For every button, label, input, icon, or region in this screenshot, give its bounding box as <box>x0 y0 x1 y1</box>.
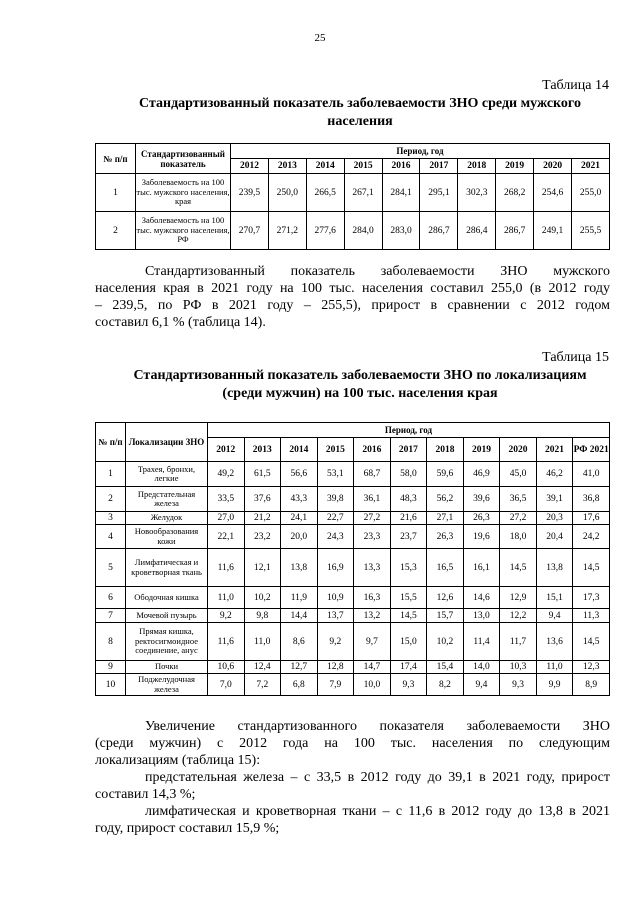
table14-year-header: 2019 <box>496 159 534 174</box>
table15-cell: 6,8 <box>281 674 318 696</box>
table15-cell: 7,2 <box>244 674 281 696</box>
table15-row-number: 7 <box>96 609 126 623</box>
table15-cell: 17,3 <box>573 587 610 609</box>
table15-title-line1: Стандартизованный показатель заболеваемости ЗНО по локализациям <box>133 368 587 383</box>
table15-cell: 20,0 <box>281 525 318 549</box>
table14-cell: 239,5 <box>231 174 269 212</box>
table15-cell: 21,2 <box>244 512 281 525</box>
table14-cell: 255,5 <box>572 212 610 250</box>
table15-row-name: Поджелудочная железа <box>126 674 208 696</box>
table15-cell: 9,9 <box>536 674 573 696</box>
table15-year-header: 2021 <box>536 438 573 462</box>
table15-row-number: 10 <box>96 674 126 696</box>
table15-cell: 20,4 <box>536 525 573 549</box>
paragraph-1 <box>95 263 610 331</box>
table14-cell: 295,1 <box>420 174 458 212</box>
table15-cell: 39,6 <box>463 487 500 512</box>
table14-year-header: 2017 <box>420 159 458 174</box>
table15-cell: 46,2 <box>536 462 573 487</box>
table15-cell: 24,1 <box>281 512 318 525</box>
paragraph-1-line: составил 6,1 % (таблица 14). <box>95 315 266 330</box>
table15-year-header: 2018 <box>427 438 464 462</box>
table14-row-number: 1 <box>96 174 136 212</box>
table15-cell: 14,5 <box>573 623 610 661</box>
table15-label: Таблица 15 <box>542 350 609 365</box>
table14-year-header: 2014 <box>306 159 344 174</box>
table15-cell: 15,0 <box>390 623 427 661</box>
table14-title <box>80 95 640 131</box>
table15-row-number: 4 <box>96 525 126 549</box>
table15-cell: 12,3 <box>573 661 610 674</box>
table14-cell: 284,0 <box>344 212 382 250</box>
table15-row <box>96 674 610 696</box>
table15-cell: 7,9 <box>317 674 354 696</box>
table15-cell: 11,7 <box>500 623 537 661</box>
table14-cell: 266,5 <box>306 174 344 212</box>
table15-cell: 11,0 <box>244 623 281 661</box>
table15-cell: 23,2 <box>244 525 281 549</box>
table15-row-number: 3 <box>96 512 126 525</box>
table15-row-number: 8 <box>96 623 126 661</box>
table15-cell: 11,0 <box>208 587 245 609</box>
table15-cell: 10,2 <box>244 587 281 609</box>
table15-cell: 21,6 <box>390 512 427 525</box>
table15-cell: 12,2 <box>500 609 537 623</box>
table15-cell: 53,1 <box>317 462 354 487</box>
table15-row-name: Предстательная железа <box>126 487 208 512</box>
table15-cell: 8,6 <box>281 623 318 661</box>
paragraph-2-line: локализациям (таблица 15): <box>95 753 261 768</box>
table15-year-header: РФ 2021 <box>573 438 610 462</box>
table15-row-name: Ободочная кишка <box>126 587 208 609</box>
table15-cell: 9,2 <box>317 623 354 661</box>
table14-cell: 283,0 <box>382 212 420 250</box>
table14-col-name-header: Стандартизованный показатель <box>136 144 231 174</box>
table15-cell: 26,3 <box>463 512 500 525</box>
table15-cell: 13,2 <box>354 609 391 623</box>
table15-cell: 27,2 <box>354 512 391 525</box>
table15-cell: 23,7 <box>390 525 427 549</box>
table15-cell: 48,3 <box>390 487 427 512</box>
table15-cell: 36,1 <box>354 487 391 512</box>
paragraph-2-line: лимфатическая и кроветворная ткани – с 11,6 в 2012 году до 13,8 в 2021 <box>145 804 610 819</box>
table15-cell: 27,1 <box>427 512 464 525</box>
table15-cell: 59,6 <box>427 462 464 487</box>
table15-cell: 13,8 <box>281 549 318 587</box>
table15-cell: 24,3 <box>317 525 354 549</box>
table14-year-header: 2018 <box>458 159 496 174</box>
table15-row-name: Почки <box>126 661 208 674</box>
paragraph-2-line: Увеличение стандартизованного показателя заболеваемости ЗНО <box>145 719 610 734</box>
table14-row-name: Заболеваемость на 100 тыс. мужского населения, РФ <box>136 212 231 250</box>
table14-cell: 267,1 <box>344 174 382 212</box>
table15-row <box>96 661 610 674</box>
table15-cell: 56,2 <box>427 487 464 512</box>
table15-cell: 9,4 <box>536 609 573 623</box>
table15-cell: 9,8 <box>244 609 281 623</box>
table15-cell: 24,2 <box>573 525 610 549</box>
table15-period-header: Период, год <box>208 423 610 438</box>
table15-year-header: 2020 <box>500 438 537 462</box>
table15-cell: 16,9 <box>317 549 354 587</box>
table15-cell: 26,3 <box>427 525 464 549</box>
table15-cell: 14,7 <box>354 661 391 674</box>
table15-cell: 33,5 <box>208 487 245 512</box>
table15-year-header: 2013 <box>244 438 281 462</box>
table15-cell: 19,6 <box>463 525 500 549</box>
table15-cell: 9,7 <box>354 623 391 661</box>
table15-cell: 39,8 <box>317 487 354 512</box>
table15-cell: 7,0 <box>208 674 245 696</box>
table15-row-number: 5 <box>96 549 126 587</box>
table15-cell: 20,3 <box>536 512 573 525</box>
table15-cell: 14,6 <box>463 587 500 609</box>
table15-cell: 17,6 <box>573 512 610 525</box>
table15-title <box>80 367 640 403</box>
table15-cell: 15,4 <box>427 661 464 674</box>
table15-cell: 11,0 <box>536 661 573 674</box>
table15-cell: 15,1 <box>536 587 573 609</box>
table14-label: Таблица 14 <box>542 78 609 93</box>
table15-cell: 9,4 <box>463 674 500 696</box>
table15-col-name-header: Локализации ЗНО <box>126 423 208 462</box>
table14-row <box>96 174 610 212</box>
table15-cell: 46,9 <box>463 462 500 487</box>
table14-col-num-header: № п/п <box>96 144 136 174</box>
table15-cell: 58,0 <box>390 462 427 487</box>
table14 <box>95 143 610 250</box>
table15-row-name: Прямая кишка, ректосигмоидное соединение, анус <box>126 623 208 661</box>
paragraph-2-line: предстательная железа – с 33,5 в 2012 году до 39,1 в 2021 году, прирост <box>145 770 610 785</box>
table15-cell: 15,5 <box>390 587 427 609</box>
table14-cell: 284,1 <box>382 174 420 212</box>
table15-cell: 14,5 <box>500 549 537 587</box>
table14-cell: 268,2 <box>496 174 534 212</box>
table15-cell: 10,6 <box>208 661 245 674</box>
table14-title-line2: населения <box>327 114 393 129</box>
table15-cell: 9,3 <box>390 674 427 696</box>
table14-cell: 286,7 <box>496 212 534 250</box>
table15-cell: 13,8 <box>536 549 573 587</box>
table15-cell: 12,6 <box>427 587 464 609</box>
table14-row-number: 2 <box>96 212 136 250</box>
table15-cell: 8,9 <box>573 674 610 696</box>
table14-year-header: 2020 <box>534 159 572 174</box>
table15-row <box>96 549 610 587</box>
table15-cell: 10,3 <box>500 661 537 674</box>
table15-cell: 10,2 <box>427 623 464 661</box>
table15-row-name: Мочевой пузырь <box>126 609 208 623</box>
table15-row <box>96 512 610 525</box>
table15-year-header: 2017 <box>390 438 427 462</box>
table15-cell: 11,6 <box>208 549 245 587</box>
table15-year-header: 2016 <box>354 438 391 462</box>
table15-row <box>96 623 610 661</box>
table15-cell: 23,3 <box>354 525 391 549</box>
table15-cell: 22,7 <box>317 512 354 525</box>
table15-cell: 15,3 <box>390 549 427 587</box>
table15-cell: 11,9 <box>281 587 318 609</box>
table15-cell: 14,4 <box>281 609 318 623</box>
table15-row-number: 2 <box>96 487 126 512</box>
table15-cell: 27,2 <box>500 512 537 525</box>
table15-cell: 13,7 <box>317 609 354 623</box>
table14-year-header: 2016 <box>382 159 420 174</box>
table15-cell: 8,2 <box>427 674 464 696</box>
table15-year-header: 2014 <box>281 438 318 462</box>
table15-row-name: Лимфатическая и кроветворная ткань <box>126 549 208 587</box>
table15-row-number: 6 <box>96 587 126 609</box>
table15-cell: 39,1 <box>536 487 573 512</box>
table15-title-line2: (среди мужчин) на 100 тыс. населения края <box>222 386 498 401</box>
table14-row <box>96 212 610 250</box>
table15-cell: 12,4 <box>244 661 281 674</box>
table15-row-number: 9 <box>96 661 126 674</box>
table15-cell: 12,7 <box>281 661 318 674</box>
table14-cell: 271,2 <box>268 212 306 250</box>
table15-cell: 45,0 <box>500 462 537 487</box>
table14-year-header: 2021 <box>572 159 610 174</box>
table15-col-num-header: № п/п <box>96 423 126 462</box>
paragraph-1-line: – 239,5, по РФ в 2021 году – 255,5), прирост в сравнении с 2012 годом <box>95 298 610 313</box>
table15-cell: 43,3 <box>281 487 318 512</box>
table15-cell: 11,6 <box>208 623 245 661</box>
table14-cell: 270,7 <box>231 212 269 250</box>
table14-year-header: 2015 <box>344 159 382 174</box>
table15-cell: 41,0 <box>573 462 610 487</box>
table15-cell: 13,6 <box>536 623 573 661</box>
table14-year-header: 2013 <box>268 159 306 174</box>
table15-cell: 12,8 <box>317 661 354 674</box>
table14-row-name: Заболеваемость на 100 тыс. мужского населения, края <box>136 174 231 212</box>
table14-cell: 254,6 <box>534 174 572 212</box>
table15-cell: 16,5 <box>427 549 464 587</box>
table15-row <box>96 609 610 623</box>
table14-cell: 255,0 <box>572 174 610 212</box>
table15-cell: 27,0 <box>208 512 245 525</box>
table15-cell: 61,5 <box>244 462 281 487</box>
table15-cell: 13,3 <box>354 549 391 587</box>
paragraph-2-line: (среди мужчин) с 2012 года на 100 тыс. населения по следующим <box>95 736 610 751</box>
table15-row-name: Желудок <box>126 512 208 525</box>
paragraph-2-line: составил 14,3 %; <box>95 787 196 802</box>
table15-cell: 14,5 <box>573 549 610 587</box>
table15-cell: 9,2 <box>208 609 245 623</box>
paragraph-2 <box>95 718 610 837</box>
table14-cell: 286,7 <box>420 212 458 250</box>
table14-cell: 249,1 <box>534 212 572 250</box>
table15-cell: 12,9 <box>500 587 537 609</box>
table15-cell: 14,5 <box>390 609 427 623</box>
table15-cell: 9,3 <box>500 674 537 696</box>
table15-row-name: Трахея, бронхи, легкие <box>126 462 208 487</box>
table15-cell: 10,9 <box>317 587 354 609</box>
page-number: 25 <box>314 32 326 44</box>
table14-cell: 302,3 <box>458 174 496 212</box>
table15-cell: 68,7 <box>354 462 391 487</box>
table15-row-name: Новообразования кожи <box>126 525 208 549</box>
table14-title-line1: Стандартизованный показатель заболеваемости ЗНО среди мужского <box>139 96 581 111</box>
table15-cell: 12,1 <box>244 549 281 587</box>
paragraph-1-line: населения края в 2021 году на 100 тыс. населения составил 255,0 (в 2012 году <box>95 281 610 296</box>
table15-cell: 15,7 <box>427 609 464 623</box>
table15-cell: 36,8 <box>573 487 610 512</box>
table14-cell: 286,4 <box>458 212 496 250</box>
table15 <box>95 422 610 696</box>
table15-row <box>96 587 610 609</box>
table14-cell: 250,0 <box>268 174 306 212</box>
table15-year-header: 2019 <box>463 438 500 462</box>
paragraph-2-line: году, прирост составил 15,9 %; <box>95 821 280 836</box>
table15-cell: 16,1 <box>463 549 500 587</box>
table15-cell: 37,6 <box>244 487 281 512</box>
table15-row <box>96 487 610 512</box>
table15-cell: 22,1 <box>208 525 245 549</box>
paragraph-1-line: Стандартизованный показатель заболеваемости ЗНО мужского <box>145 264 610 279</box>
table15-cell: 17,4 <box>390 661 427 674</box>
table15-cell: 16,3 <box>354 587 391 609</box>
table15-cell: 13,0 <box>463 609 500 623</box>
table15-row <box>96 462 610 487</box>
table15-row-number: 1 <box>96 462 126 487</box>
table15-cell: 10,0 <box>354 674 391 696</box>
table14-period-header: Период, год <box>231 144 610 159</box>
table15-cell: 11,4 <box>463 623 500 661</box>
table15-cell: 11,3 <box>573 609 610 623</box>
table15-year-header: 2012 <box>208 438 245 462</box>
table15-cell: 14,0 <box>463 661 500 674</box>
table15-cell: 36,5 <box>500 487 537 512</box>
table15-cell: 18,0 <box>500 525 537 549</box>
table15-cell: 49,2 <box>208 462 245 487</box>
table15-year-header: 2015 <box>317 438 354 462</box>
table14-year-header: 2012 <box>231 159 269 174</box>
table14-cell: 277,6 <box>306 212 344 250</box>
table15-row <box>96 525 610 549</box>
table15-cell: 56,6 <box>281 462 318 487</box>
